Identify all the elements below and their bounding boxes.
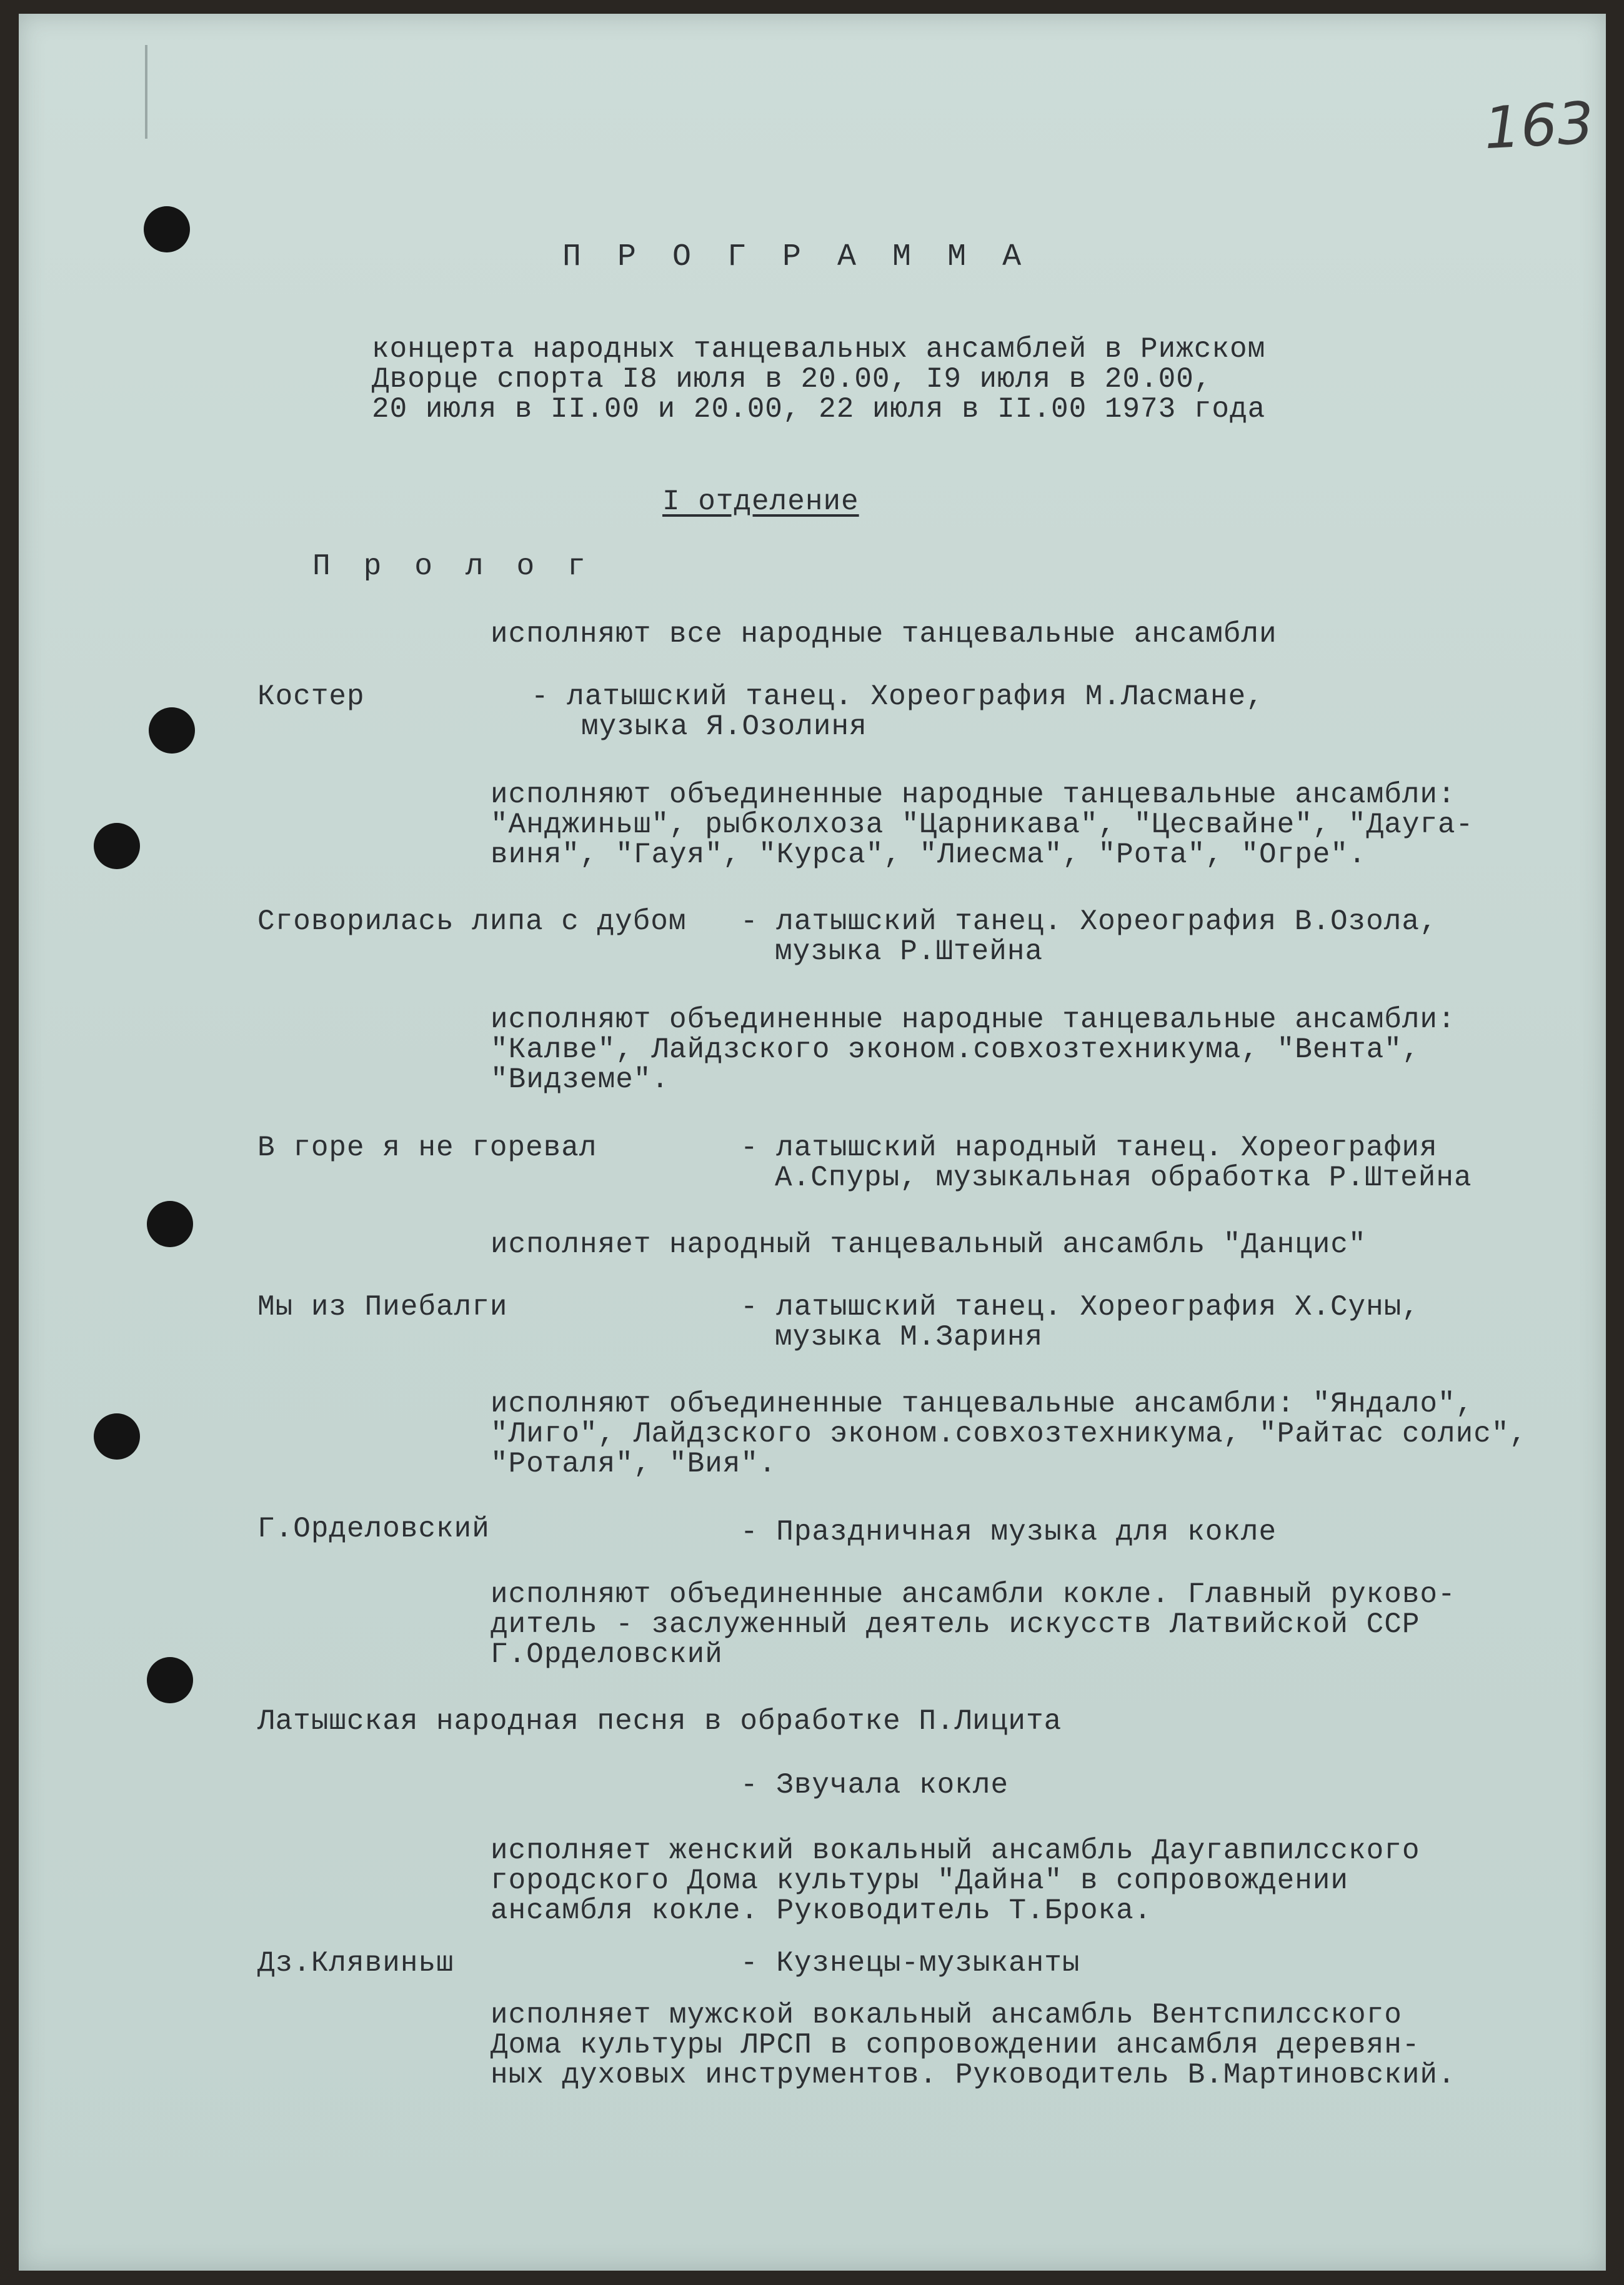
- item-description: - Звучала кокле: [740, 1769, 1009, 1801]
- item-description: - Праздничная музыка для кокле: [740, 1516, 1277, 1548]
- subtitle-line: концерта народных танцевальных ансамблей в Рижском: [372, 333, 1266, 366]
- item-performers: Г.Орделовский: [491, 1638, 723, 1671]
- binder-hole-icon: [94, 823, 140, 869]
- item-performers: "Анджиньш", рыбколхоза "Царникава", "Цесвайне", "Даугa-: [491, 809, 1474, 841]
- item-performers: исполняют объединенные народные танцевальные ансамбли:: [491, 1003, 1456, 1036]
- item-performers: исполняют объединенные ансамбли кокле. Главный руково-: [491, 1578, 1456, 1611]
- document-page: [19, 14, 1606, 2271]
- item-performers: дитель - заслуженный деятель искусств Латвийской ССР: [491, 1608, 1420, 1641]
- binder-hole-icon: [147, 1201, 193, 1247]
- item-description: - латышский танец. Хореография Х.Суны,: [740, 1291, 1420, 1323]
- prologue-heading: П р о л о г: [312, 550, 593, 584]
- item-description: - латышский танец. Хореография М.Ласмане,: [531, 680, 1264, 713]
- item-name: В горе я не горевал: [257, 1132, 597, 1164]
- binder-hole-icon: [149, 707, 195, 754]
- item-name: Костер: [257, 680, 365, 713]
- item-performers: ных духовых инструментов. Руководитель В.Мартиновский.: [491, 2059, 1456, 2091]
- folio-number: 163: [1482, 89, 1596, 162]
- section-heading: I отделение: [662, 485, 859, 518]
- item-name: Латышская народная песня в обработке П.Лицита: [257, 1705, 1062, 1738]
- item-performers: виня", "Гауя", "Курса", "Лиесма", "Рота", "Огре".: [491, 839, 1367, 871]
- item-description: музыка Р.Штейна: [775, 935, 1044, 968]
- item-performers: "Калве", Лайдзского эконом.совхозтехникума, "Вента",: [491, 1033, 1420, 1066]
- prologue-performers: исполняют все народные танцевальные ансамбли: [491, 618, 1277, 650]
- item-performers: "Лиго", Лайдзского эконом.совхозтехникума, "Райтас солис",: [491, 1418, 1528, 1450]
- item-description: - латышский народный танец. Хореография: [740, 1132, 1438, 1164]
- item-performers: Дома культуры ЛРСП в сопровождении ансамбля деревян-: [491, 2029, 1420, 2061]
- item-name: Дз.Клявиньш: [257, 1947, 454, 1979]
- document-title: П Р О Г Р А М М А: [562, 239, 1030, 275]
- item-name: Г.Орделовский: [257, 1513, 490, 1545]
- binder-hole-icon: [147, 1657, 193, 1703]
- item-performers: "Видземе".: [491, 1063, 670, 1096]
- item-description: - латышский танец. Хореография В.Озола,: [740, 905, 1438, 938]
- item-description: музыка Я.Озолиня: [581, 710, 867, 743]
- pencil-mark: [145, 45, 147, 139]
- binder-hole-icon: [94, 1413, 140, 1460]
- item-performers: исполняют объединенные народные танцевальные ансамбли:: [491, 779, 1456, 811]
- item-description: А.Спуры, музыкальная обработка Р.Штейна: [775, 1162, 1472, 1194]
- item-description: - Кузнецы-музыканты: [740, 1947, 1080, 1979]
- item-performers: исполняют объединенные танцевальные ансамбли: "Яндало",: [491, 1388, 1474, 1420]
- item-performers: исполняет мужской вокальный ансамбль Вентспилсского: [491, 1999, 1402, 2031]
- item-name: Мы из Пиебалги: [257, 1291, 508, 1323]
- subtitle-line: 20 июля в II.00 и 20.00, 22 июля в II.00 1973 года: [372, 393, 1266, 426]
- item-performers: "Роталя", "Вия".: [491, 1448, 777, 1480]
- item-performers: ансамбля кокле. Руководитель Т.Брока.: [491, 1894, 1152, 1927]
- item-performers: городского Дома культуры "Дайна" в сопровождении: [491, 1864, 1349, 1897]
- item-name: Сговорилась липа с дубом: [257, 905, 687, 938]
- subtitle-line: Дворце спорта I8 июля в 20.00, I9 июля в 20.00,: [372, 363, 1212, 396]
- item-performers: исполняет народный танцевальный ансамбль "Данцис": [491, 1228, 1367, 1261]
- binder-hole-icon: [144, 206, 190, 252]
- item-description: музыка М.Зариня: [775, 1321, 1044, 1353]
- item-performers: исполняет женский вокальный ансамбль Даугавпилсского: [491, 1834, 1420, 1867]
